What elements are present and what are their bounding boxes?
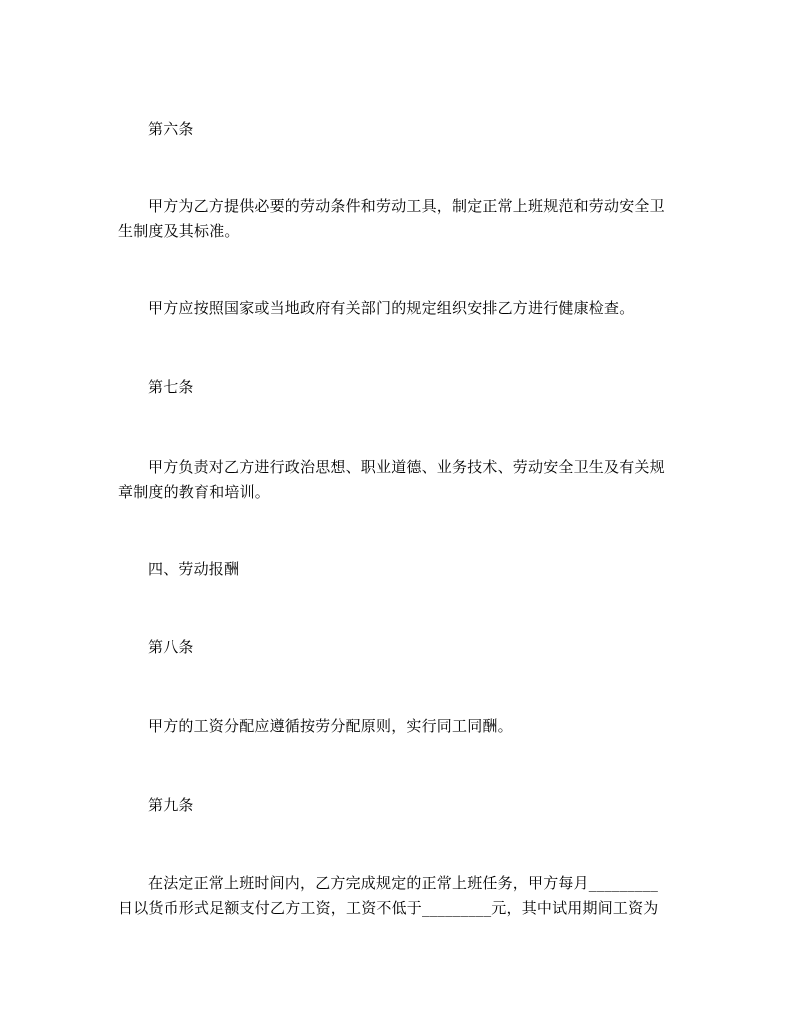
article-6-paragraph-2-line-1: 甲方应按照国家或当地政府有关部门的规定组织安排乙方进行健康检查。 (148, 299, 635, 317)
article-7-paragraph-1-line-2: 章制度的教育和培训。 (118, 483, 271, 501)
article-7-paragraph-1-line-1: 甲方负责对乙方进行政治思想、职业道德、业务技术、劳动安全卫生及有关规 (148, 458, 665, 476)
article-9-paragraph-1-line-1: 在法定正常上班时间内，乙方完成规定的正常上班任务，甲方每月_________ (148, 874, 659, 892)
article-6-paragraph-1-line-2: 生制度及其标准。 (118, 222, 240, 240)
article-8-paragraph-1-line-1: 甲方的工资分配应遵循按劳分配原则，实行同工同酬。 (148, 717, 513, 735)
article-6-heading: 第六条 (148, 120, 194, 138)
article-8-heading: 第八条 (148, 638, 194, 656)
article-7-heading: 第七条 (148, 378, 194, 396)
section-4-heading: 四、劳动报酬 (148, 560, 240, 578)
article-9-heading: 第九条 (148, 796, 194, 814)
article-6-paragraph-1-line-1: 甲方为乙方提供必要的劳动条件和劳动工具，制定正常上班规范和劳动安全卫 (148, 197, 665, 215)
article-9-paragraph-1-line-2: 日以货币形式足额支付乙方工资，工资不低于_________元，其中试用期间工资为 (118, 899, 659, 917)
